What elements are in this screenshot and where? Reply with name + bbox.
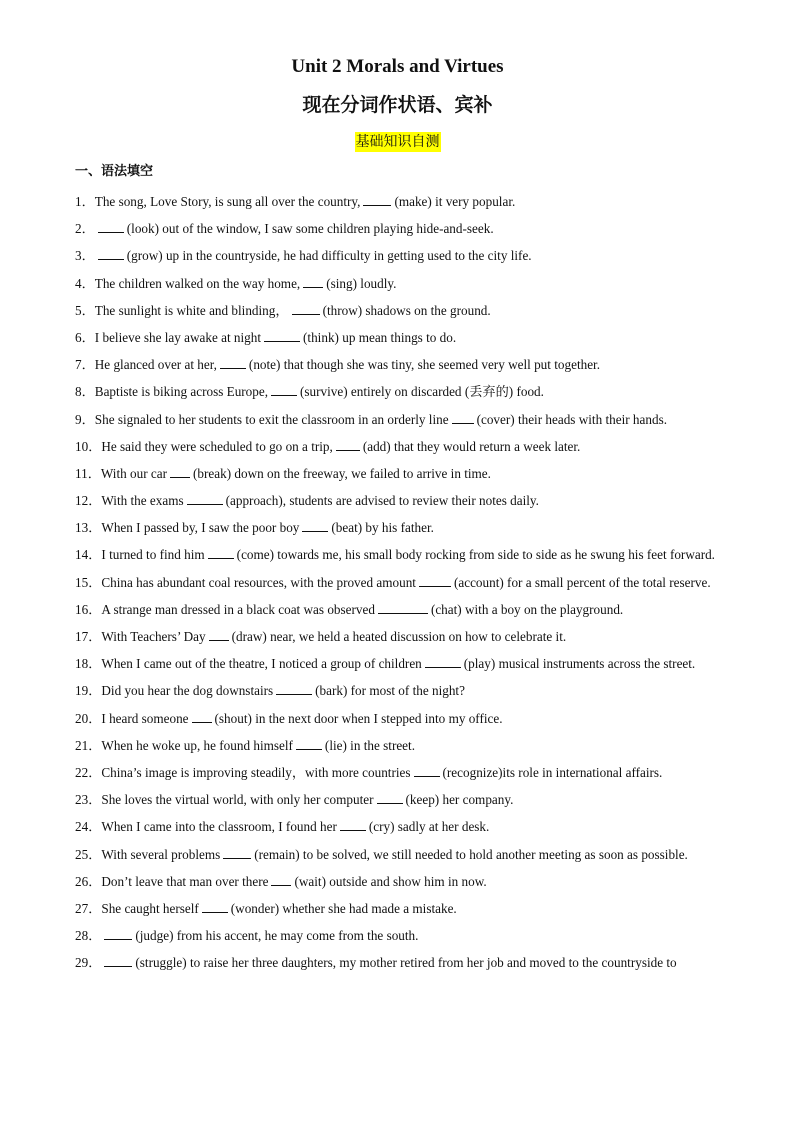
- item-text-after: (draw) near, we held a heated discussion on how to celebrate it.: [231, 629, 567, 644]
- item-text-after: (break) down on the freeway, we failed to arrive in time.: [193, 465, 491, 481]
- exercise-item: [75, 407, 721, 433]
- item-text-after: (keep) her company.: [405, 792, 514, 808]
- answer-blank[interactable]: [302, 519, 328, 532]
- exercise-list: [75, 189, 721, 977]
- exercise-item: [75, 570, 721, 596]
- item-number: 11．: [75, 465, 101, 481]
- answer-blank[interactable]: [187, 492, 223, 505]
- item-number: 27．: [75, 900, 102, 916]
- item-text-before: She signaled to her students to exit the classroom in an orderly line: [94, 411, 449, 427]
- item-number: 12．: [75, 493, 102, 509]
- item-text-after: (remain) to be solved, we still needed to hold another meeting as soon as possible.: [254, 846, 688, 862]
- item-text-after: (approach), students are advised to review their notes daily.: [225, 493, 539, 509]
- answer-blank[interactable]: [170, 465, 190, 478]
- item-text-before: Don’t leave that man over there: [101, 873, 269, 889]
- item-text-before: A strange man dressed in a black coat was observed: [101, 601, 375, 617]
- exercise-item: [75, 624, 721, 650]
- item-number: 7．: [75, 357, 95, 373]
- item-text-before: With several problems: [101, 846, 221, 862]
- item-text-after: (wait) outside and show him in now.: [294, 873, 487, 889]
- item-number: 23．: [75, 792, 102, 808]
- item-number: 22．: [75, 764, 102, 780]
- exercise-item: [75, 189, 721, 215]
- answer-blank[interactable]: [202, 900, 228, 913]
- item-number: 5．: [75, 302, 95, 318]
- item-number: 24．: [75, 819, 102, 835]
- item-number: 15．: [75, 574, 102, 590]
- exercise-item: [75, 542, 721, 568]
- item-text-before: I turned to find him: [101, 547, 205, 563]
- item-text-before: When I came out of the theatre, I noticed a group of children: [101, 656, 422, 672]
- item-number: 28．: [75, 928, 102, 944]
- item-text-after: (make) it very popular.: [394, 194, 516, 209]
- item-number: 3．: [75, 248, 95, 264]
- answer-blank[interactable]: [425, 655, 461, 668]
- item-text-after: (bark) for most of the night?: [315, 683, 465, 699]
- answer-blank[interactable]: [98, 247, 124, 260]
- item-text-after: (throw) shadows on the ground.: [322, 302, 491, 318]
- item-text-after: (recognize)its role in international affairs.: [442, 764, 663, 780]
- exercise-item: [75, 271, 721, 297]
- answer-blank[interactable]: [292, 302, 320, 315]
- item-text-before: When I passed by, I saw the poor boy: [101, 520, 300, 536]
- exercise-item: [75, 896, 721, 922]
- item-number: 18．: [75, 656, 102, 672]
- item-text-after: (come) towards me, his small body rocking from side to side as he swung his feet forward.: [236, 547, 715, 563]
- item-text-before: When I came into the classroom, I found her: [101, 819, 337, 835]
- item-text-after: (judge) from his accent, he may come from the south.: [135, 928, 419, 944]
- exercise-item: [75, 488, 721, 514]
- item-text-after: (sing) loudly.: [326, 275, 397, 291]
- item-text-after: (think) up mean things to do.: [303, 329, 457, 345]
- answer-blank[interactable]: [276, 682, 312, 695]
- exercise-item: [75, 733, 721, 759]
- answer-blank[interactable]: [208, 546, 234, 559]
- exercise-item: [75, 814, 721, 840]
- exercise-item: [75, 515, 721, 541]
- answer-blank[interactable]: [377, 791, 403, 804]
- item-number: 4．: [75, 275, 95, 291]
- item-text-after: (play) musical instruments across the street.: [463, 656, 696, 672]
- item-text-after: (add) that they would return a week later.: [362, 438, 581, 454]
- exercise-item: [75, 298, 721, 324]
- item-number: 25．: [75, 846, 102, 862]
- exercise-item: [75, 678, 721, 704]
- exercise-item: [75, 461, 721, 487]
- item-text-after: (lie) in the street.: [324, 737, 415, 753]
- exercise-item: [75, 787, 721, 813]
- exercise-item: [75, 597, 721, 623]
- answer-blank[interactable]: [104, 954, 132, 967]
- item-text-before: She loves the virtual world, with only her computer: [101, 792, 374, 808]
- answer-blank[interactable]: [271, 873, 291, 886]
- section-tag: 基础知识自测: [355, 134, 440, 150]
- item-text-after: (survive) entirely on discarded (丢弃的) food.: [300, 384, 544, 400]
- answer-blank[interactable]: [414, 764, 440, 777]
- item-text-before: I heard someone: [101, 710, 189, 726]
- item-number: 1．: [75, 194, 95, 209]
- item-text-after: (wonder) whether she had made a mistake.: [230, 900, 457, 916]
- answer-blank[interactable]: [192, 710, 212, 723]
- tag-wrapper: [0, 132, 795, 152]
- section-heading: 一、语法填空: [75, 164, 154, 179]
- item-number: 26．: [75, 873, 102, 889]
- answer-blank[interactable]: [209, 628, 229, 641]
- exercise-item: [75, 325, 721, 351]
- answer-blank[interactable]: [98, 220, 124, 233]
- answer-blank[interactable]: [223, 846, 251, 859]
- item-text-before: He glanced over at her,: [94, 357, 217, 373]
- answer-blank[interactable]: [271, 383, 297, 396]
- item-text-before: She caught herself: [101, 900, 199, 916]
- item-number: 16．: [75, 601, 102, 617]
- item-text-after: (struggle) to raise her three daughters, my mother retired from her job and moved to the countryside to: [135, 955, 677, 971]
- item-text-before: Did you hear the dog downstairs: [101, 683, 274, 699]
- item-number: 21．: [75, 737, 102, 753]
- exercise-item: [75, 760, 721, 786]
- item-text-after: (cover) their heads with their hands.: [476, 411, 667, 427]
- item-number: 9．: [75, 411, 95, 427]
- item-text-before: With the exams: [101, 493, 184, 509]
- item-number: 8．: [75, 384, 95, 400]
- item-text-before: When he woke up, he found himself: [101, 737, 293, 753]
- answer-blank[interactable]: [264, 329, 300, 342]
- item-text-after: (grow) up in the countryside, he had difficulty in getting used to the city life.: [126, 248, 532, 264]
- exercise-item: [75, 950, 721, 976]
- item-text-after: (chat) with a boy on the playground.: [430, 601, 624, 617]
- answer-blank[interactable]: [303, 275, 323, 288]
- item-number: 6．: [75, 329, 95, 345]
- answer-blank[interactable]: [296, 737, 322, 750]
- item-text-before: With Teachers’ Day: [101, 629, 206, 644]
- exercise-item: [75, 352, 721, 378]
- item-text-before: I believe she lay awake at night: [94, 329, 262, 345]
- item-number: 29．: [75, 955, 102, 971]
- item-text-before: The children walked on the way home,: [94, 275, 301, 291]
- exercise-item: [75, 651, 721, 677]
- exercise-item: [75, 216, 721, 242]
- answer-blank[interactable]: [104, 927, 132, 940]
- exercise-item: [75, 706, 721, 732]
- answer-blank[interactable]: [363, 193, 391, 206]
- page-title: Unit 2 Morals and Virtues: [291, 56, 504, 77]
- answer-blank[interactable]: [419, 574, 451, 587]
- item-text-after: (look) out of the window, I saw some children playing hide-and-seek.: [126, 221, 494, 237]
- answer-blank[interactable]: [340, 818, 366, 831]
- item-text-before: China has abundant coal resources, with the proved amount: [101, 574, 416, 590]
- page-subtitle: 现在分词作状语、宾补: [302, 94, 493, 116]
- item-text-after: (cry) sadly at her desk.: [368, 819, 490, 835]
- item-number: 19．: [75, 683, 102, 699]
- item-number: 20．: [75, 710, 102, 726]
- item-text-before: The sunlight is white and blinding，: [94, 302, 289, 318]
- item-number: 2．: [75, 221, 95, 237]
- exercise-item: [75, 923, 721, 949]
- exercise-item: [75, 243, 721, 269]
- answer-blank[interactable]: [220, 356, 246, 369]
- item-text-before: With our car: [100, 465, 168, 481]
- exercise-item: [75, 869, 721, 895]
- item-number: 13．: [75, 520, 102, 536]
- item-number: 17．: [75, 629, 102, 644]
- answer-blank[interactable]: [336, 438, 360, 451]
- exercise-item: [75, 379, 721, 405]
- item-number: 14．: [75, 547, 102, 563]
- item-text-before: Baptiste is biking across Europe,: [94, 384, 269, 400]
- item-text-after: (account) for a small percent of the total reserve.: [453, 574, 711, 590]
- item-number: 10．: [75, 438, 102, 454]
- answer-blank[interactable]: [378, 601, 428, 614]
- item-text-before: China’s image is improving steadily，with more countries: [101, 764, 411, 780]
- item-text-after: (beat) by his father.: [331, 520, 434, 536]
- answer-blank[interactable]: [452, 411, 474, 424]
- item-text-after: (note) that though she was tiny, she seemed very well put together.: [248, 357, 601, 373]
- exercise-item: [75, 434, 721, 460]
- item-text-before: The song, Love Story, is sung all over the country,: [94, 194, 361, 209]
- item-text-after: (shout) in the next door when I stepped into my office.: [214, 710, 503, 726]
- item-text-before: He said they were scheduled to go on a trip,: [101, 438, 333, 454]
- exercise-item: [75, 842, 721, 868]
